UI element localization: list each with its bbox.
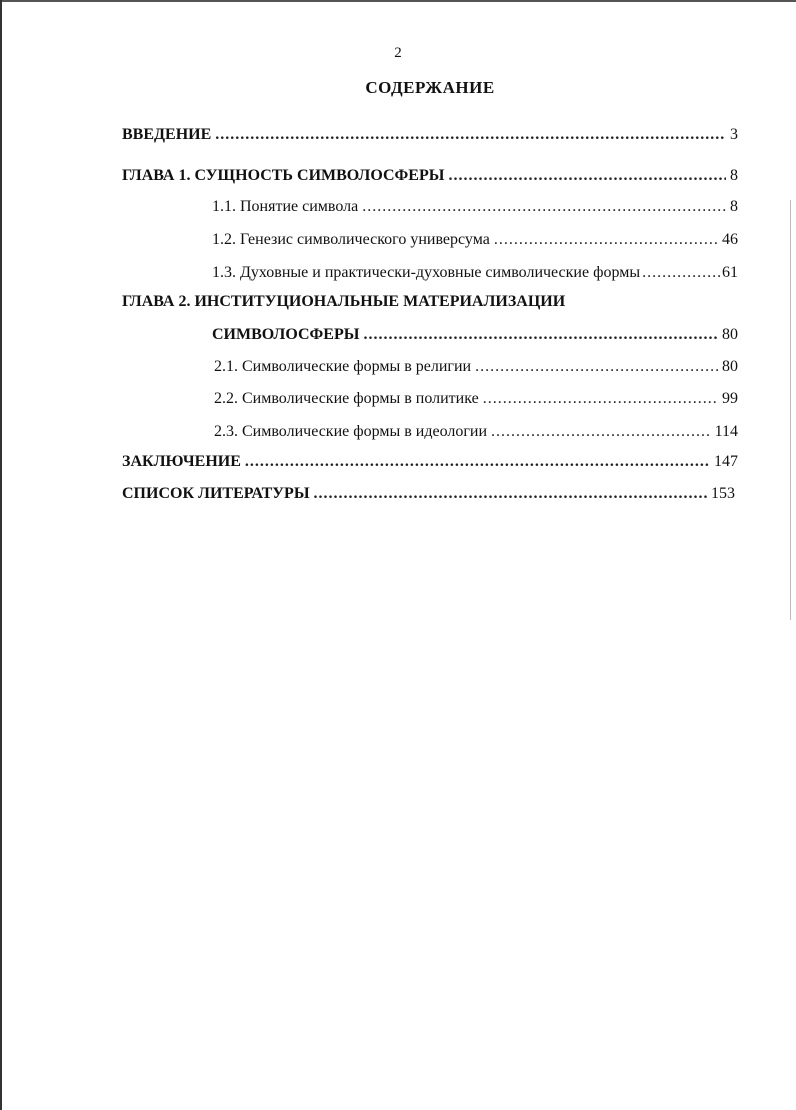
toc-entry-page: 80 xyxy=(722,326,738,343)
toc-leader-dots xyxy=(362,198,726,216)
toc-entry-page: 147 xyxy=(714,453,738,470)
toc-leader-dots xyxy=(363,326,718,344)
toc-entry-label: 1.1. Понятие символа xyxy=(212,198,359,215)
toc-entry-2-3[interactable] xyxy=(214,423,738,445)
toc-entry-2-2[interactable] xyxy=(214,390,738,412)
toc-entry-label: ГЛАВА 1. СУЩНОСТЬ СИМВОЛОСФЕРЫ xyxy=(122,167,445,184)
page-number: 2 xyxy=(394,45,402,61)
toc-entry-conclusion[interactable] xyxy=(122,453,738,475)
toc-entry-1-3[interactable] xyxy=(212,264,738,286)
toc-entry-page: 80 xyxy=(722,358,738,375)
toc-entry-introduction[interactable] xyxy=(122,126,738,148)
toc-entry-label: 1.3. Духовные и практически-духовные символические формы xyxy=(212,264,641,281)
toc-entry-page: 8 xyxy=(730,198,738,215)
toc-entry-label: СПИСОК ЛИТЕРАТУРЫ xyxy=(122,485,310,502)
toc-entry-page: 61 xyxy=(722,264,738,281)
toc-leader-dots xyxy=(483,390,718,408)
toc-leader-dots xyxy=(642,264,720,282)
toc-entry-chapter-2-continued[interactable] xyxy=(212,326,738,348)
toc-leader-dots xyxy=(491,423,711,441)
toc-entry-chapter-2[interactable]: ГЛАВА 2. ИНСТИТУЦИОНАЛЬНЫЕ МАТЕРИАЛИЗАЦИИ xyxy=(122,293,566,310)
toc-entry-label: 2.3. Символические формы в идеологии xyxy=(214,423,488,440)
toc-entry-1-1[interactable] xyxy=(212,198,738,220)
toc-leader-dots xyxy=(314,485,707,503)
toc-entry-page: 153 xyxy=(711,485,735,502)
toc-entry-chapter-1[interactable] xyxy=(122,167,738,189)
toc-leader-dots xyxy=(448,167,726,185)
toc-entry-label: 1.2. Генезис символического универсума xyxy=(212,231,490,248)
toc-entry-label: СИМВОЛОСФЕРЫ xyxy=(212,326,360,343)
toc-entry-page: 3 xyxy=(730,126,738,143)
toc-entry-label: 2.2. Символические формы в политике xyxy=(214,390,479,407)
toc-entry-page: 46 xyxy=(722,231,738,248)
toc-entry-label: 2.1. Символические формы в религии xyxy=(214,358,472,375)
toc-entry-page: 114 xyxy=(714,423,738,440)
toc-leader-dots xyxy=(215,126,726,144)
toc-entry-page: 8 xyxy=(730,167,738,184)
toc-leader-dots xyxy=(475,358,718,376)
toc-entry-label: ЗАКЛЮЧЕНИЕ xyxy=(122,453,241,470)
toc-entry-page: 99 xyxy=(722,390,738,407)
toc-entry-1-2[interactable] xyxy=(212,231,738,253)
toc-leader-dots xyxy=(494,231,718,249)
toc-leader-dots xyxy=(245,453,710,471)
toc-entry-2-1[interactable] xyxy=(214,358,738,380)
toc-entry-bibliography[interactable] xyxy=(122,485,735,507)
toc-entry-label: ВВЕДЕНИЕ xyxy=(122,126,212,143)
toc-title: СОДЕРЖАНИЕ xyxy=(365,78,495,97)
